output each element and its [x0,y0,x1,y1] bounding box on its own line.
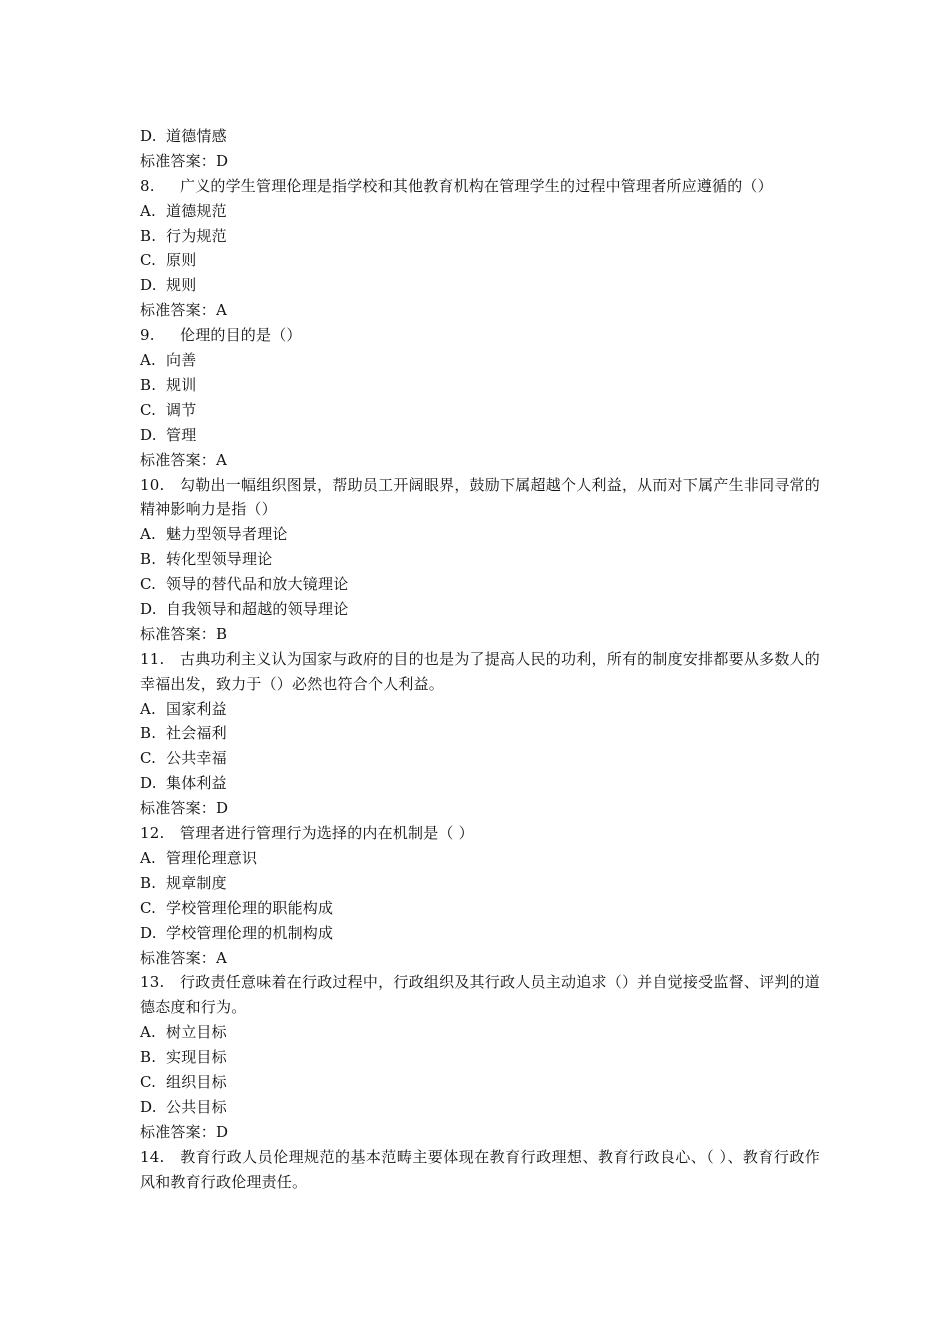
option-item [140,697,820,722]
option-text: 社会福利 [166,724,227,743]
option-letter: A. [140,848,157,867]
option-item [140,547,820,572]
option-text: 规章制度 [166,873,227,892]
option-item [140,721,820,746]
option-letter: A. [140,1023,157,1042]
option-item [140,373,820,398]
option-text: 实现目标 [166,1048,227,1067]
answer-line: 标准答案：D [140,1122,229,1141]
option-item [140,921,820,946]
question-number: 9. [140,326,155,345]
option-text: 集体利益 [166,774,227,793]
option-letter: D. [140,1097,157,1116]
question-stem [140,1145,820,1195]
question-text: 伦理的目的是（） [180,326,302,345]
option-item [140,522,820,547]
option-text: 转化型领导理论 [166,550,273,569]
option-letter: D. [140,276,157,295]
option-item [140,746,820,771]
answer-line: 标准答案：D [140,151,229,170]
question-stem [140,323,820,348]
option-text: 领导的替代品和放大镜理论 [166,575,349,594]
answer-line: 标准答案：A [140,450,228,469]
option-letter: C. [140,749,157,768]
option-item [140,871,820,896]
question-block [140,647,820,821]
option-text: 国家利益 [166,699,227,718]
option-letter: C. [140,251,157,270]
question-stem [140,970,820,1020]
option-text: 学校管理伦理的机制构成 [166,923,334,942]
question-block [140,821,820,970]
question-number: 8. [140,176,155,195]
option-letter: B. [140,550,157,569]
option-item [140,398,820,423]
question-text: 管理者进行管理行为选择的内在机制是（ ） [180,824,474,843]
option-letter: B. [140,226,157,245]
option-letter: A. [140,525,157,544]
option-item [140,771,820,796]
answer-line: 标准答案：A [140,301,228,320]
question-text: 勾勒出一幅组织图景，帮助员工开阔眼界，鼓励下属超越个人利益，从而对下属产生非同寻常的精神影响力是指（） [140,475,820,519]
option-letter: D. [140,923,157,942]
question-stem [140,647,820,697]
option-letter: D. [140,774,157,793]
option-item [140,1020,820,1045]
option-text: 调节 [166,400,197,419]
question-number: 12. [140,824,165,843]
question-number: 14. [140,1147,165,1166]
option-text: 魅力型领导者理论 [166,525,288,544]
option-text: 道德规范 [166,201,227,220]
question-stem [140,174,820,199]
option-letter: C. [140,1072,157,1091]
option-item [140,124,820,149]
option-item [140,423,820,448]
option-item [140,199,820,224]
option-text: 规则 [166,276,197,295]
option-letter: C. [140,898,157,917]
document-page [140,124,820,1194]
option-item [140,248,820,273]
option-text: 向善 [166,351,197,370]
question-block [140,473,820,647]
question-stem [140,821,820,846]
question-text: 行政责任意味着在行政过程中，行政组织及其行政人员主动追求（）并自觉接受监督、评判的道德态度和行为。 [140,973,820,1017]
option-letter: D. [140,127,157,145]
option-text: 行为规范 [166,226,227,245]
question-stem [140,473,820,523]
option-text: 道德情感 [166,127,227,145]
option-letter: C. [140,575,157,594]
option-item [140,572,820,597]
question-block [140,970,820,1144]
option-text: 管理伦理意识 [166,848,258,867]
option-text: 公共目标 [166,1097,227,1116]
question-block [140,174,820,323]
option-item [140,224,820,249]
option-letter: C. [140,400,157,419]
option-letter: B. [140,375,157,394]
question-number: 13. [140,973,165,992]
answer-line: 标准答案：D [140,799,229,818]
option-item [140,1045,820,1070]
option-text: 树立目标 [166,1023,227,1042]
option-item [140,846,820,871]
question-number: 10. [140,475,165,494]
option-text: 管理 [166,425,197,444]
answer-line: 标准答案：A [140,948,228,967]
option-letter: B. [140,724,157,743]
option-text: 自我领导和超越的领导理论 [166,599,349,618]
question-text: 古典功利主义认为国家与政府的目的也是为了提高人民的功利，所有的制度安排都要从多数人的幸福出发，致力于（）必然也符合个人利益。 [140,649,820,693]
option-text: 规训 [166,375,197,394]
question-block [140,323,820,472]
option-letter: A. [140,351,157,370]
option-letter: D. [140,425,157,444]
answer-line: 标准答案：B [140,624,228,643]
question-block [140,1145,820,1195]
option-text: 组织目标 [166,1072,227,1091]
option-letter: B. [140,873,157,892]
question-number: 11. [140,649,165,668]
option-item [140,597,820,622]
question-text: 教育行政人员伦理规范的基本范畴主要体现在教育行政理想、教育行政良心、（ ）、教育行政作风和教育行政伦理责任。 [140,1147,820,1191]
option-item [140,1095,820,1120]
option-letter: B. [140,1048,157,1067]
question-list [140,174,820,1195]
option-item [140,1070,820,1095]
option-item [140,896,820,921]
option-text: 公共幸福 [166,749,227,768]
option-letter: A. [140,201,157,220]
option-item [140,348,820,373]
option-letter: D. [140,599,157,618]
option-item [140,273,820,298]
option-letter: A. [140,699,157,718]
option-text: 原则 [166,251,197,270]
question-text: 广义的学生管理伦理是指学校和其他教育机构在管理学生的过程中管理者所应遵循的（） [180,176,773,195]
option-text: 学校管理伦理的职能构成 [166,898,334,917]
